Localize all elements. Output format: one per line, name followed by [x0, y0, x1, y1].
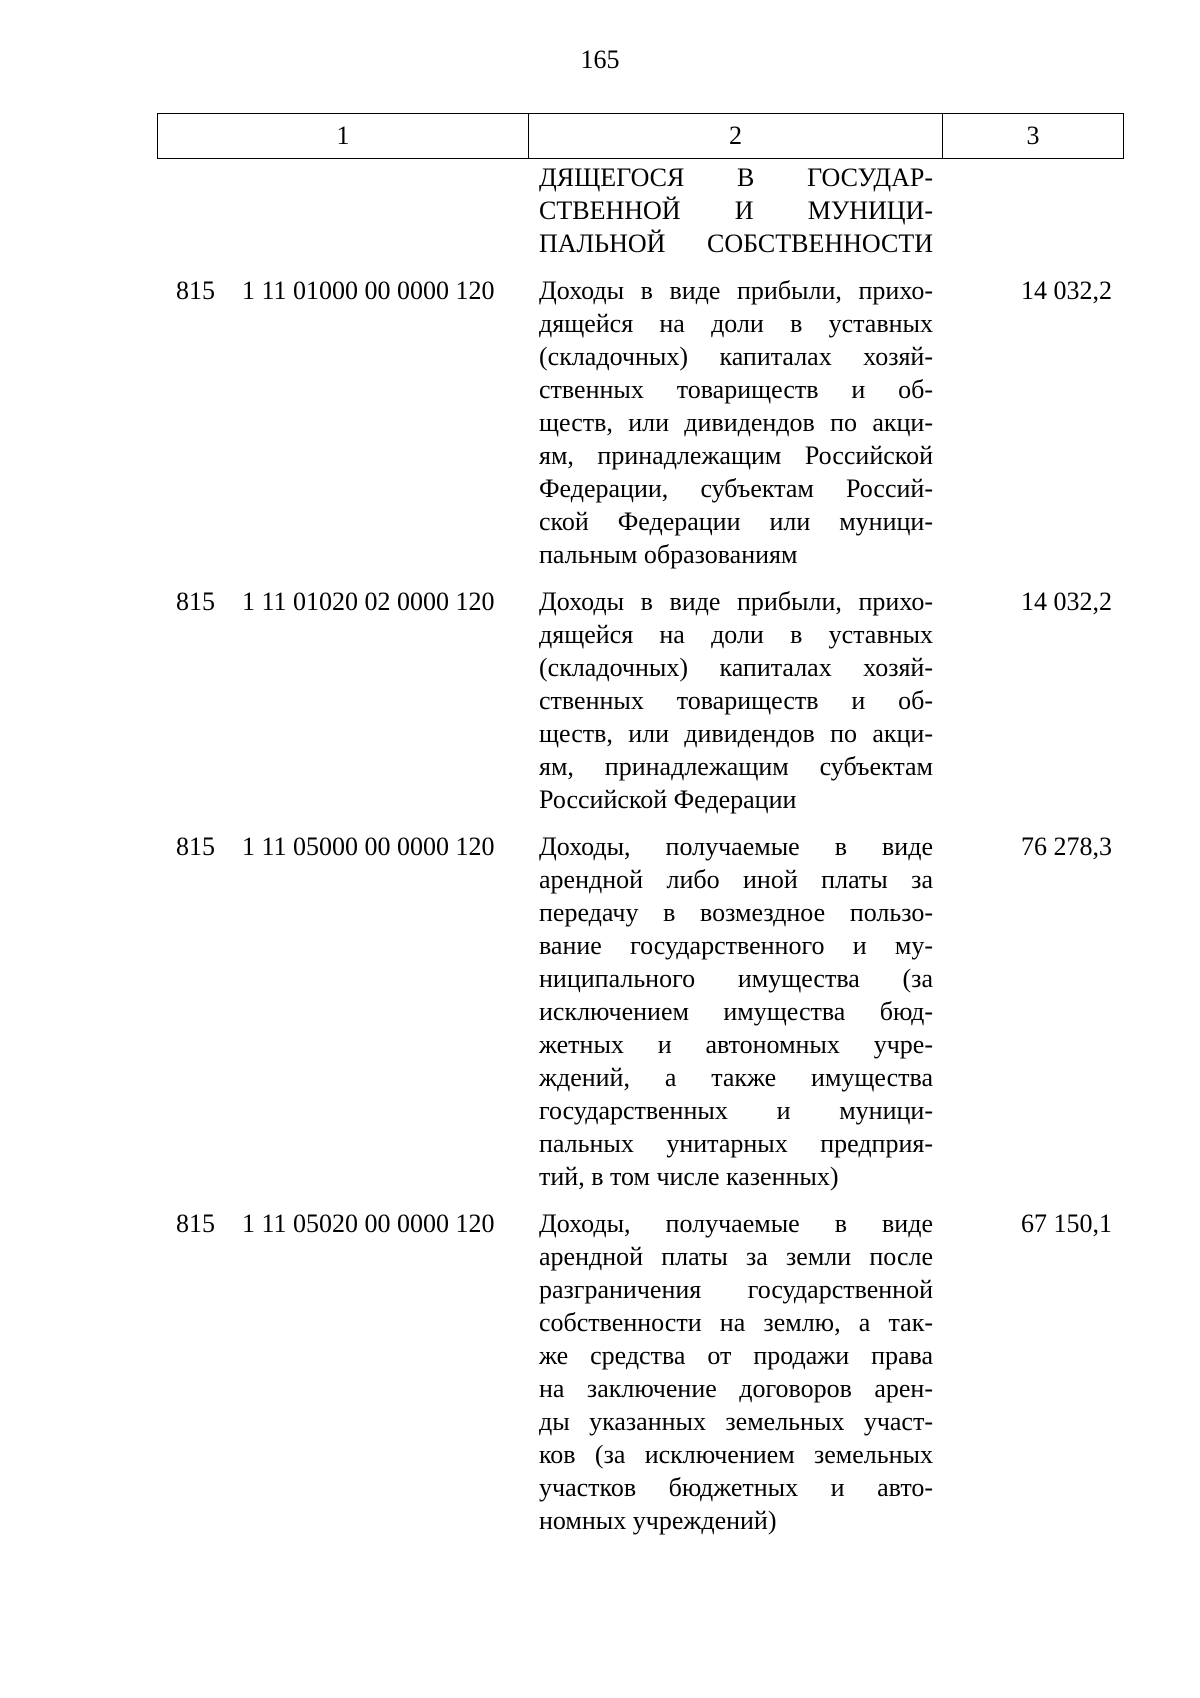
- header-col-1: 1: [158, 114, 529, 158]
- name-line: исключением имущества бюд-: [539, 997, 933, 1026]
- name-line: Федерации, субъектам Россий-: [539, 474, 933, 503]
- name-line: пальных унитарных предприя-: [539, 1129, 933, 1158]
- page-number: 165: [580, 45, 620, 74]
- budget-code: 1 11 01000 00 0000 120: [242, 276, 495, 305]
- name-line: ков (за исключением земельных: [539, 1440, 933, 1469]
- name-line: дящейся на доли в уставных: [539, 309, 933, 338]
- name-line: ственных товариществ и об-: [539, 375, 933, 404]
- name-line: ям, принадлежащим Российской: [539, 441, 933, 470]
- amount: [942, 161, 1124, 260]
- name-line: (складочных) капиталах хозяй-: [539, 342, 933, 371]
- name-line: Доходы, получаемые в виде: [539, 832, 933, 861]
- name-line: ды указанных земельных участ-: [539, 1407, 933, 1436]
- table-row: [157, 830, 1124, 1193]
- name-line: ДЯЩЕГОСЯ В ГОСУДАР-: [539, 163, 933, 192]
- name-line: ществ, или дивидендов по акци-: [539, 719, 933, 748]
- table-row: [157, 585, 1124, 816]
- name-line: (складочных) капиталах хозяй-: [539, 653, 933, 682]
- name-line: передачу в возмездное пользо-: [539, 898, 933, 927]
- name-line: государственных и муници-: [539, 1096, 933, 1125]
- name-line: Доходы, получаемые в виде: [539, 1209, 933, 1238]
- name-line: Доходы в виде прибыли, прихо-: [539, 276, 933, 305]
- name-line: пальным образованиям: [539, 540, 798, 569]
- name-line: арендной либо иной платы за: [539, 865, 933, 894]
- amount: 14 032,2: [1021, 276, 1112, 305]
- income-name: [528, 585, 942, 816]
- name-line: дящейся на доли в уставных: [539, 620, 933, 649]
- name-line: номных учреждений): [539, 1506, 777, 1535]
- name-line: Доходы в виде прибыли, прихо-: [539, 587, 933, 616]
- name-line: же средства от продажи права: [539, 1341, 933, 1370]
- name-line: ственных товариществ и об-: [539, 686, 933, 715]
- income-name: [528, 1207, 942, 1537]
- amount: 14 032,2: [1021, 587, 1112, 616]
- admin-code: 815: [176, 276, 215, 305]
- name-line: ПАЛЬНОЙ СОБСТВЕННОСТИ: [539, 229, 933, 258]
- income-name: [528, 274, 942, 571]
- name-line: ям, принадлежащим субъектам: [539, 752, 933, 781]
- header-col-3: 3: [1026, 121, 1040, 150]
- admin-code: [157, 161, 222, 260]
- table-row: [157, 161, 1124, 260]
- name-line: жетных и автономных учре-: [539, 1030, 933, 1059]
- name-line: арендной платы за земли после: [539, 1242, 933, 1271]
- budget-code: 1 11 01020 02 0000 120: [242, 587, 495, 616]
- admin-code: 815: [176, 587, 215, 616]
- admin-code: 815: [176, 832, 215, 861]
- name-line: на заключение договоров арен-: [539, 1374, 933, 1403]
- name-line: ждений, а также имущества: [539, 1063, 933, 1092]
- income-name: [528, 830, 942, 1193]
- budget-code: 1 11 05020 00 0000 120: [242, 1209, 495, 1238]
- amount: 67 150,1: [1021, 1209, 1112, 1238]
- table-body: [157, 161, 1124, 1537]
- name-line: ской Федерации или муници-: [539, 507, 933, 536]
- table-row: [157, 1207, 1124, 1537]
- name-line: собственности на землю, а так-: [539, 1308, 933, 1337]
- name-line: тий, в том числе казенных): [539, 1162, 839, 1191]
- name-line: вание государственного и му-: [539, 931, 933, 960]
- income-name: [528, 161, 942, 260]
- header-col-2: 2: [529, 114, 943, 158]
- name-line: участков бюджетных и авто-: [539, 1473, 933, 1502]
- name-line: ниципального имущества (за: [539, 964, 933, 993]
- table-row: [157, 274, 1124, 571]
- name-line: разграничения государственной: [539, 1275, 933, 1304]
- table-header: [157, 113, 1124, 159]
- budget-code: [222, 161, 528, 260]
- name-line: ществ, или дивидендов по акци-: [539, 408, 933, 437]
- name-line: Российской Федерации: [539, 785, 797, 814]
- admin-code: 815: [176, 1209, 215, 1238]
- name-line: СТВЕННОЙ И МУНИЦИ-: [539, 196, 933, 225]
- budget-code: 1 11 05000 00 0000 120: [242, 832, 495, 861]
- amount: 76 278,3: [1021, 832, 1112, 861]
